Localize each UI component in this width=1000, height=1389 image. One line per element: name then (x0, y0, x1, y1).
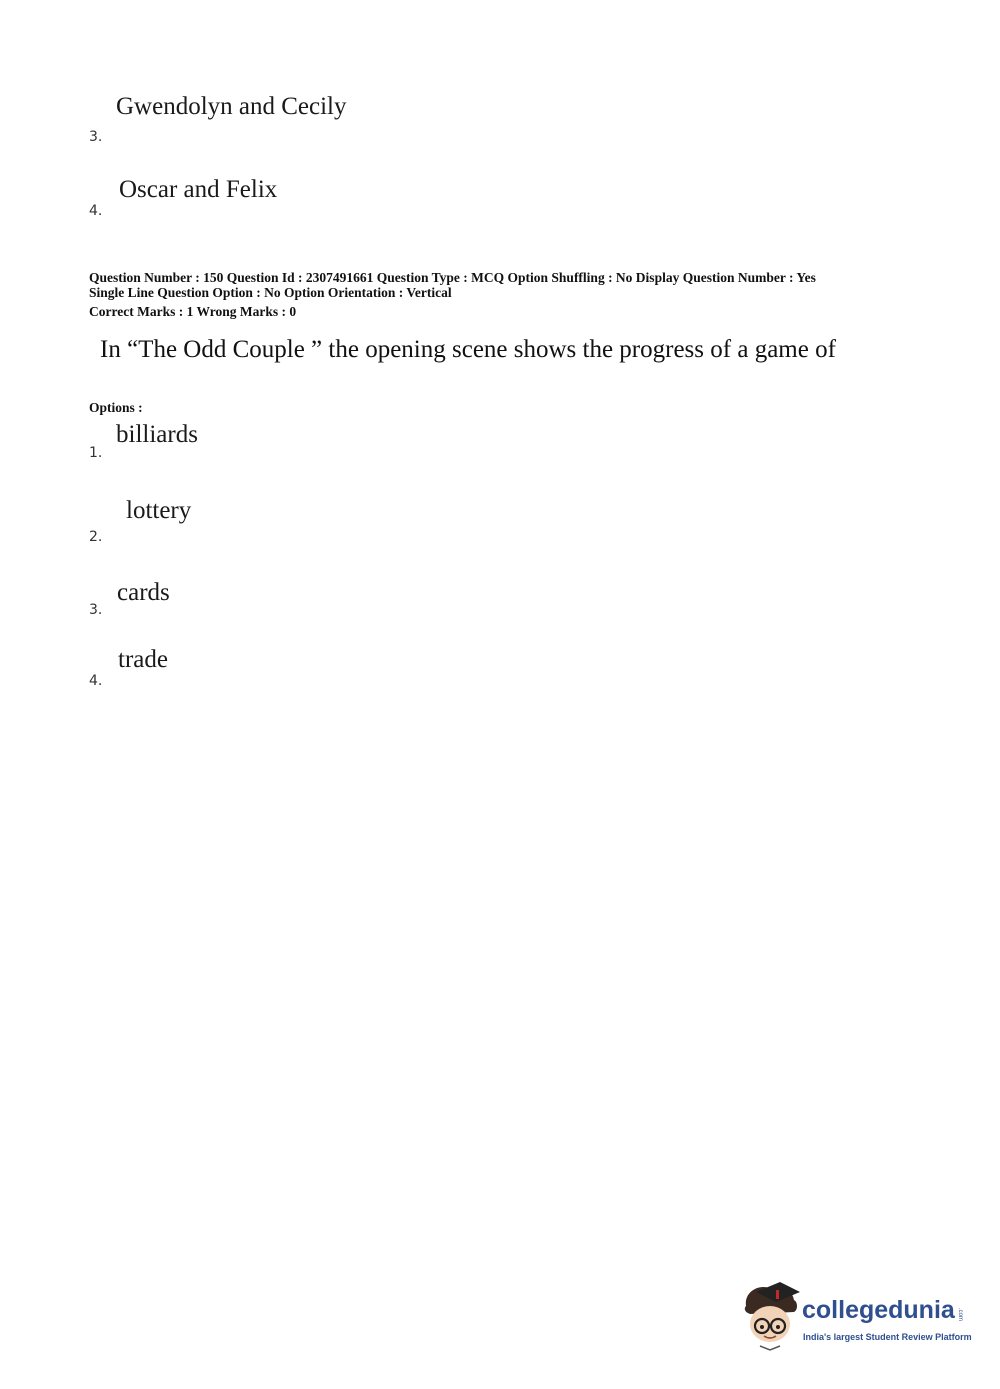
prev-option-4-number: 4. (89, 203, 103, 219)
prev-option-3-number: 3. (89, 129, 103, 145)
logo-com-suffix: .com (957, 1308, 963, 1322)
option-1-number: 1. (89, 445, 103, 461)
option-3-number: 3. (89, 602, 103, 618)
option-4-number: 4. (89, 673, 103, 689)
option-1-text: billiards (116, 421, 198, 448)
prev-option-4-text: Oscar and Felix (119, 176, 278, 203)
option-2-number: 2. (89, 529, 103, 545)
option-2-text: lottery (126, 497, 192, 524)
option-4-text: trade (118, 646, 168, 673)
question-meta-line1: Question Number : 150 Question Id : 2307491661 Question Type : MCQ Option Shuffling : No Display Question Number : Yes (89, 270, 816, 285)
question-marks: Correct Marks : 1 Wrong Marks : 0 (89, 304, 297, 319)
logo-tagline: India's largest Student Review Platform (803, 1332, 972, 1342)
options-label: Options : (89, 400, 143, 415)
logo-wordmark: collegedunia (802, 1296, 955, 1324)
question-meta-line2: Single Line Question Option : No Option Orientation : Vertical (89, 285, 452, 300)
collegedunia-logo (740, 1280, 970, 1360)
question-text: In “The Odd Couple ” the opening scene shows the progress of a game of (100, 336, 836, 363)
option-3-text: cards (117, 579, 170, 606)
prev-option-3-text: Gwendolyn and Cecily (116, 93, 347, 120)
mascot-icon (740, 1280, 804, 1352)
